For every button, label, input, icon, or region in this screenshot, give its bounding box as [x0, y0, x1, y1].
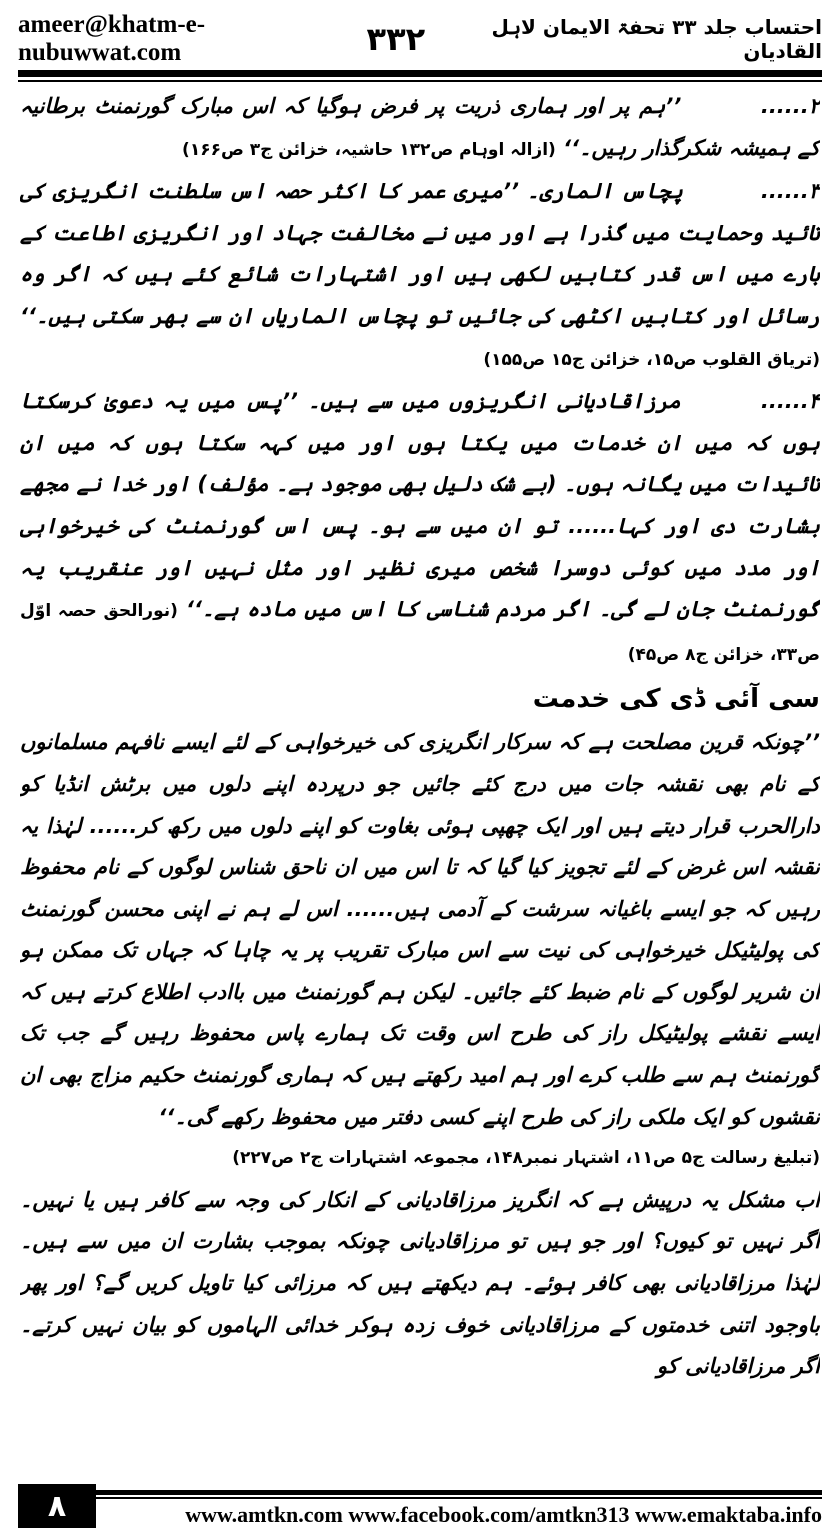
- item-2: [20, 86, 820, 171]
- item-text: پچاس الماری۔ ’’میری عمر کا اکثر حصہ اس سلطنت انگریزی کی تائید وحمایت میں گذرا ہے اور میں نے مخالفت جہاد اور انگریزی اطاعت کے بارے میں اس قدر کتابیں لکھی ہیں اور اشتہارات شائع کئے ہیں کہ اگر وہ رسائل اور کتابیں اکٹھی کی جائیں تو پچاس الماریاں ان سے بھر سکتی ہیں۔‘‘: [20, 179, 820, 328]
- item-4: [20, 381, 820, 676]
- header-rule-thick: [18, 70, 822, 77]
- page-body: [20, 86, 820, 1476]
- page-header: [18, 11, 822, 66]
- quote-paragraph: [20, 722, 820, 1138]
- closing-paragraph: اب مشکل یہ درپیش ہے کہ انگریز مرزاقادیانی کے انکار کی وجہ سے کافر ہیں یا نہیں۔ اگر نہیں تو کیوں؟ اور جو ہیں تو مرزاقادیانی چونکہ بموجب بشارت ان میں سے ہیں۔ لہٰذا مرزاقادیانی بھی کافر ہوئے۔ ہم دیکھتے ہیں کہ مرزائی کیا تاویل کریں گے؟ اور پھر باوجود اتنی خدمتوں کے مرزاقادیانی خوف زدہ ہوکر خدائی الہاموں کو بیان نہیں کرتے۔ اگر مرزاقادیانی کو: [20, 1187, 820, 1379]
- item-text: ’’ہم پر اور ہماری ذریت پر فرض ہوگیا کہ اس مبارک گورنمنٹ برطانیہ کے ہمیشہ شکرگذار رہیں۔‘‘: [20, 94, 820, 160]
- page-number: ۳۳۲: [366, 20, 426, 58]
- quote-text: ’’چونکہ قرین مصلحت ہے کہ سرکار انگریزی کی خیرخواہی کے لئے ایسے نافہم مسلمانوں کے نام بھی نقشہ جات میں درج کئے جائیں جو درپردہ اپنے دلوں میں برٹش انڈیا کو دارالحرب قرار دیتے ہیں اور ایک چھپی ہوئی بغاوت کو اپنے دلوں میں رکھ کر...... لہٰذا یہ نقشہ اس غرض کے لئے تجویز کیا گیا کہ تا اس میں ان ناحق شناس لوگوں کے نام محفوظ رہیں کہ جو ایسے باغیانہ سرشت کے آدمی ہیں...... اس لے ہم نے اپنی محسن گورنمنٹ کی پولیٹیکل خیرخواہی کی نیت سے اس مبارک تقریب پر یہ چاہا کہ جہاں تک ممکن ہو ان شریر لوگوں کے نام ضبط کئے جائیں۔ لیکن ہم گورنمنٹ میں باادب اطلاع کرتے ہیں کہ ایسے نقشے پولیٹیکل راز کی طرح اس وقت تک ہمارے پاس محفوظ رہیں گے جب تک گورنمنٹ ہم سے طلب کرے اور ہم امید رکھتے ہیں کہ ہماری گورنمنٹ حکیم مزاج بھی ان نقشوں کو ایک ملکی راز کی طرح اپنے کسی دفتر میں محفوظ رکھے گی۔‘‘: [20, 730, 820, 1129]
- section-heading: سی آئی ڈی کی خدمت: [532, 684, 820, 715]
- header-email: ameer@khatm-e-nubuwwat.com: [18, 11, 206, 66]
- header-left: [18, 11, 425, 67]
- item-3: [20, 171, 820, 381]
- footer-links: www.amtkn.com www.facebook.com/amtkn313 www.emaktaba.info: [185, 1502, 822, 1527]
- item-number: ۲......: [760, 94, 820, 118]
- item-text: مرزاقادیانی انگریزوں میں سے ہیں۔ ’’پس میں یہ دعویٰ کرسکتا ہوں کہ میں ان خدمات میں یکتا ہوں اور میں کہہ سکتا ہوں کہ میں ان تائیدات میں یگانہ ہوں۔ (بے شک دلیل بھی موجود ہے۔ مؤلف) اور خدا نے مجھے بشارت دی اور کہا...... تو ان میں سے ہو۔ پس اس گورنمنٹ کی خیرخواہی اور مدد میں کوئی دوسرا شخص میری نظیر اور مثل نہیں اور عنقریب یہ گورنمنٹ جان لے گی۔ اگر مردم شناسی کا اس میں مادہ ہے۔‘‘: [20, 389, 820, 622]
- footer-rule-thick: [18, 1490, 822, 1495]
- item-number: ۳......: [760, 179, 820, 204]
- item-reference: (ازالہ اوہام ص۱۳۲ حاشیہ، خزائن ج۳ ص۱۶۶): [182, 139, 556, 160]
- footer-rule-thin: [18, 1497, 822, 1499]
- footer-page-box: ۸: [18, 1484, 96, 1528]
- header-rule-thin: [18, 80, 822, 82]
- item-number: ۴......: [760, 389, 820, 414]
- quote-reference: (تبلیغ رسالت ج۵ ص۱۱، اشتہار نمبر۱۴۸، مجموعہ اشتہارات ج۲ ص۲۲۷): [232, 1148, 820, 1169]
- item-reference: (نورالحق حصہ اوّل ص۳۳، خزائن ج۸ ص۴۵): [20, 601, 820, 665]
- item-reference: (تریاق القلوب ص۱۵، خزائن ج۱۵ ص۱۵۵): [483, 349, 820, 370]
- running-title: احتساب جلد ۳۳ تحفۃ الایمان لاہل القادیان: [491, 15, 822, 63]
